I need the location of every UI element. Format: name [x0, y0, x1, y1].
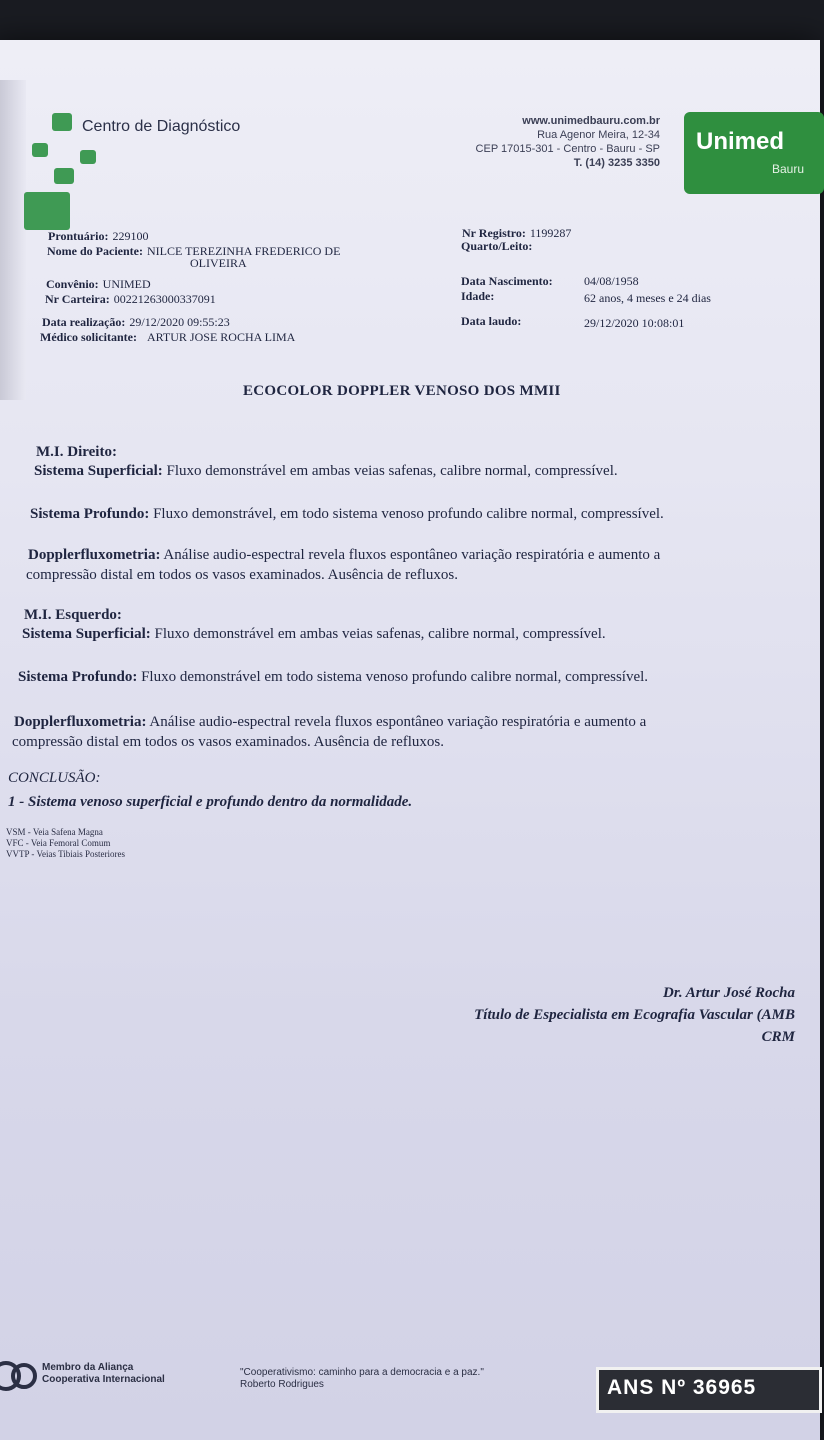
left-doppler-line1: Dopplerfluxometria: Análise audio-espectral revela fluxos espontâneo variação respiratória e aumento a: [14, 714, 647, 730]
idade-value: 62 anos, 4 meses e 24 dias: [584, 291, 711, 305]
left-doppler-line2: compressão distal em todos os vasos examinados. Ausência de refluxos.: [12, 734, 444, 750]
abbreviation-item: VVTP - Veias Tibiais Posteriores: [6, 849, 126, 859]
right-profundo: Sistema Profundo: Fluxo demonstrável, em todo sistema venoso profundo calibre normal, compressível.: [30, 506, 664, 522]
nome-value-line1: NILCE TEREZINHA FREDERICO DE: [146, 244, 341, 258]
conclusion-text: 1 - Sistema venoso superficial e profundo dentro da normalidade.: [8, 794, 413, 810]
alliance-line2: Cooperativa Internacional: [42, 1374, 165, 1385]
signature-crm: CRM: [761, 1029, 795, 1045]
nome-value-line2: OLIVEIRA: [190, 256, 247, 270]
registro-value: 1199287: [529, 226, 572, 240]
page-fold-shadow: [0, 80, 26, 400]
nome-label: Nome do Paciente:: [47, 244, 143, 258]
medico-value: ARTUR JOSE ROCHA LIMA: [146, 330, 296, 344]
carteira-label: Nr Carteira:: [45, 292, 110, 306]
quote-line1: "Cooperativismo: caminho para a democracia e a paz.": [240, 1367, 484, 1378]
right-superficial: Sistema Superficial: Fluxo demonstrável em ambas veias safenas, calibre normal, compressível.: [34, 463, 618, 479]
quote-line2: Roberto Rodrigues: [240, 1379, 324, 1390]
right-leg-heading: M.I. Direito:: [36, 444, 117, 460]
left-superficial: Sistema Superficial: Fluxo demonstrável em ambas veias safenas, calibre normal, compressível.: [22, 626, 606, 642]
ans-number: ANS Nº 36965: [607, 1376, 757, 1399]
signature-block: [474, 982, 795, 1048]
right-doppler-line2: compressão distal em todos os vasos examinados. Ausência de refluxos.: [26, 567, 458, 583]
convenio-value: UNIMED: [102, 277, 151, 291]
abbreviation-item: VFC - Veia Femoral Comum: [6, 838, 111, 848]
laudo-value: 29/12/2020 10:08:01: [584, 316, 685, 330]
left-profundo: Sistema Profundo: Fluxo demonstrável em todo sistema venoso profundo calibre normal, compressível.: [18, 669, 649, 685]
nascimento-label: Data Nascimento:: [461, 274, 553, 288]
abbreviation-item: VSM - Veia Safena Magna: [6, 827, 103, 837]
signature-title: Título de Especialista em Ecografia Vascular (AMB: [474, 1007, 795, 1023]
cep: CEP 17015-301 - Centro - Bauru - SP: [475, 143, 660, 155]
conclusion-heading: CONCLUSÃO:: [8, 770, 101, 786]
data-realizacao-value: 29/12/2020 09:55:23: [129, 315, 230, 329]
data-realizacao-label: Data realização:: [42, 315, 126, 329]
report-title: ECOCOLOR DOPPLER VENOSO DOS MMII: [243, 383, 561, 399]
left-leg-heading: M.I. Esquerdo:: [24, 607, 122, 623]
website: www.unimedbauru.com.br: [522, 115, 660, 127]
prontuario-label: Prontuário:: [48, 229, 109, 243]
registro-label: Nr Registro:: [462, 226, 526, 240]
street: Rua Agenor Meira, 12-34: [537, 129, 660, 141]
logo-main-text: Unimed: [696, 128, 785, 155]
prontuario-value: 229100: [112, 229, 149, 243]
carteira-value: 00221263000337091: [113, 292, 216, 306]
laudo-label: Data laudo:: [461, 314, 522, 328]
signature-name: Dr. Artur José Rocha: [663, 985, 795, 1001]
right-doppler-line1: Dopplerfluxometria: Análise audio-espectral revela fluxos espontâneo variação respiratória e aumento a: [28, 547, 661, 563]
abbreviations-list: [6, 827, 125, 860]
idade-label: Idade:: [461, 289, 495, 303]
convenio-label: Convênio:: [46, 277, 99, 291]
unimed-logo: [684, 112, 824, 194]
alliance-line1: Membro da Aliança: [42, 1362, 134, 1373]
ans-badge: [596, 1367, 822, 1413]
nascimento-value: 04/08/1958: [584, 274, 639, 288]
quarto-label: Quarto/Leito:: [461, 239, 533, 253]
logo-sub-text: Bauru: [772, 162, 805, 176]
alliance-text: [42, 1362, 165, 1386]
clinic-address: [476, 114, 660, 170]
brand-name: Centro de Diagnóstico: [82, 118, 241, 135]
medico-label: Médico solicitante:: [40, 330, 137, 344]
alliance-logo-icon: [0, 1356, 36, 1396]
footer-quote: [240, 1367, 484, 1391]
phone: T. (14) 3235 3350: [573, 157, 660, 169]
